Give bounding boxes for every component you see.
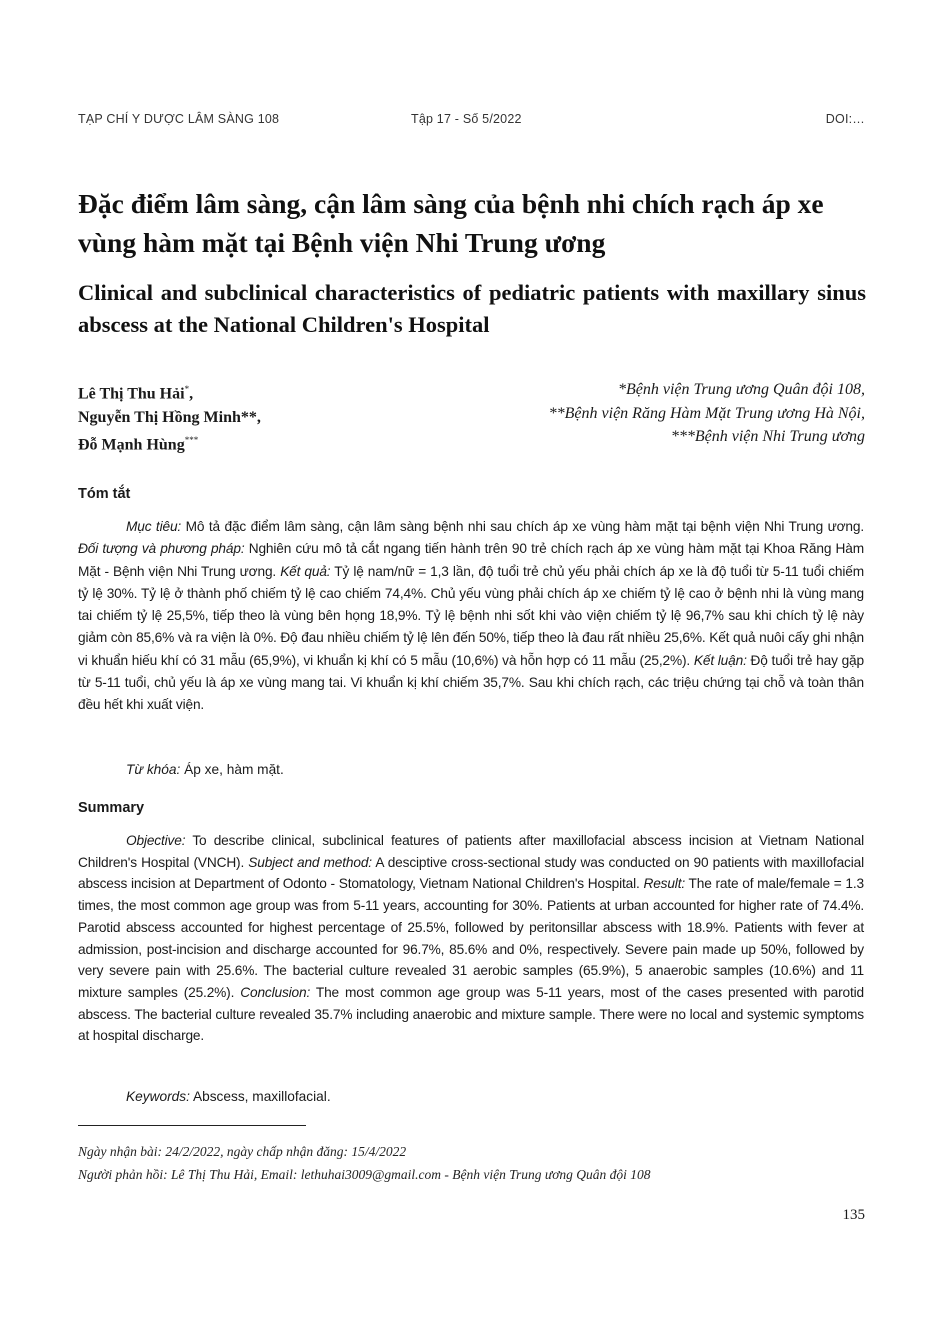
page-number: 135 <box>842 1207 865 1223</box>
footnote-divider <box>78 1125 306 1126</box>
author-list <box>78 378 261 457</box>
affiliation: *Bệnh viện Trung ương Quân đội 108, <box>617 381 865 398</box>
doi: DOI:… <box>825 112 865 126</box>
footnote-correspondence: Người phản hồi: Lê Thị Thu Hải, Email: lethuhai3009@gmail.com - Bệnh viện Trung ương Quân đội 108 <box>78 1167 651 1182</box>
summary-keywords: Keywords: Abscess, maxillofacial. <box>126 1089 331 1104</box>
author: Đỗ Mạnh Hùng*** <box>78 435 199 454</box>
affiliation: **Bệnh viện Răng Hàm Mặt Trung ương Hà Nội, <box>548 404 865 422</box>
abstract-keywords: Từ khóa: Áp xe, hàm mặt. <box>126 762 284 777</box>
author: Nguyễn Thị Hồng Minh**, <box>78 408 261 426</box>
abstract-heading: Tóm tắt <box>78 486 131 502</box>
summary-body: Objective: To describe clinical, subclinical features of patients after maxillofacial abscess incision at Vietnam National Children's Hospital (VNCH). Subject and method: A desciptive cross-sectional study was conducted on 90 patients with maxillofacial abscess incision at Department of Odonto - Stomatology, Vietnam National Children's Hospital. Result: The rate of male/female = 1.3 times, the most common age group was from 5-11 years, accounting for 30%. Patients at urban accounted for higher rate of 74.4%. Parotid abscess accounted for highest percentage of 25.5%, followed by peritonsillar abscess with 18.9%. Patients with fever at admission, post-incision and discharge accounted for 96.7%, 85.6% and 0%, respectively. Severe pain made up 50%, followed by very severe pain with 25.6%. The bacterial culture revealed 31 aerobic samples (65.9%), 5 anaerobic samples (10.6%) and 11 mixture samples (25.2%). Conclusion: The most common age group was 5-11 years, most of the cases presented with parotid abscess. The bacterial culture revealed 35.7% including anaerobic and mixture sample. There were no local and systemic symptoms at hospital discharge. <box>78 833 865 1044</box>
footnote-dates: Ngày nhận bài: 24/2/2022, ngày chấp nhận đăng: 15/4/2022 <box>78 1144 407 1159</box>
affiliation: ***Bệnh viện Nhi Trung ương <box>670 428 865 445</box>
journal-issue: Tập 17 - Số 5/2022 <box>411 112 522 126</box>
abstract-body: Mục tiêu: Mô tả đặc điểm lâm sàng, cận lâm sàng bệnh nhi sau chích áp xe vùng hàm mặt tại bệnh viện Nhi Trung ương. Đối tượng và phương pháp: Nghiên cứu mô tả cắt ngang tiến hành trên 90 trẻ chích rạch áp xe vùng hàm mặt tại Khoa Răng Hàm Mặt - Bệnh viện Nhi Trung ương. Kết quả: Tỷ lệ nam/nữ = 1,3 lần, độ tuổi trẻ chủ yếu phải chích áp xe là độ tuổi từ 5-11 tuổi chiếm tỷ lệ 30%. Tỷ lệ ở thành phố chiếm tỷ lệ cao chiếm 74,4%. Chủ yếu vùng phải chích áp xe chiếm tỷ lệ cao ở bệnh nhi là vùng mang tai chiếm tỷ lệ 25,5%, tiếp theo là vùng bên họng 18,9%. Tỷ lệ bệnh nhi sốt khi vào viện chiếm tỷ lệ 96,7% sau khi chích tỷ lệ này giảm còn 85,6% và ra viện là 0%. Độ đau nhiều chiếm tỷ lệ lên đến 50%, tiếp theo là đau rất nhiều 25,6%. Kết quả nuôi cấy ghi nhận vi khuẩn hiếu khí có 31 mẫu (65,9%), vi khuẩn kị khí có 5 mẫu (10,6%) và hỗn hợp có 11 mẫu (25,2%). Kết luận: Độ tuổi trẻ hay gặp từ 5-11 tuổi, chủ yếu là áp xe vùng mang tai. Vi khuẩn kị khí chiếm 35,7%. Sau khi chích rạch, các triệu chứng tại chỗ và toàn thân đều hết khi xuất viện. <box>78 519 864 713</box>
affiliation-list <box>549 378 865 449</box>
author: Lê Thị Thu Hải*, <box>78 384 194 403</box>
title-english: Clinical and subclinical characteristics of pediatric patients with maxillary sinus abscess at the National Children's Hospital <box>78 280 866 337</box>
title-vietnamese: Đặc điểm lâm sàng, cận lâm sàng của bệnh nhi chích rạch áp xe vùng hàm mặt tại Bệnh viện Nhi Trung ương <box>78 188 824 258</box>
summary-heading: Summary <box>78 800 145 816</box>
journal-name: TẠP CHÍ Y DƯỢC LÂM SÀNG 108 <box>78 112 280 126</box>
